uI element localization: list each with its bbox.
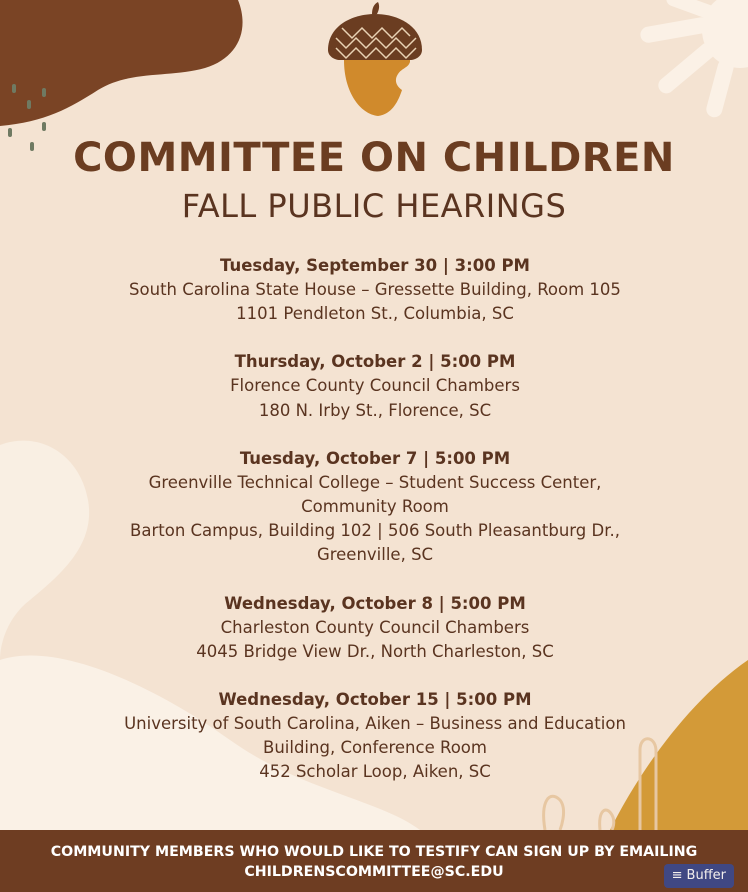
- poster-title: COMMITTEE ON CHILDREN: [73, 135, 675, 181]
- hearing-location: South Carolina State House – Gressette Building, Room 105: [129, 280, 621, 299]
- buffer-label: Buffer: [686, 868, 726, 883]
- hearing-location: Charleston County Council Chambers: [220, 617, 530, 637]
- hearing-item: [60, 254, 690, 326]
- hearing-list: [60, 254, 690, 809]
- hearing-date: Tuesday, October 7 | 5:00 PM: [239, 448, 511, 468]
- hearing-item: [60, 592, 690, 664]
- hearing-address: Barton Campus, Building 102 | 506 South Pleasantburg Dr.,: [130, 521, 620, 541]
- footer-banner: [0, 830, 748, 892]
- hearing-address-city: Greenville, SC: [316, 545, 434, 565]
- hearing-item: [60, 350, 690, 422]
- brown-blob-shape: [0, 0, 243, 126]
- hearing-date: Thursday, October 2 | 5:00 PM: [234, 352, 516, 372]
- buffer-watermark: [664, 864, 734, 888]
- hearing-date: Wednesday, October 15 | 5:00 PM: [218, 690, 532, 710]
- hearing-address: 180 N. Irby St., Florence, SC: [258, 400, 492, 420]
- buffer-stack-icon: ≡: [671, 868, 683, 883]
- acorn-icon: [322, 2, 428, 118]
- hearing-address: 452 Scholar Loop, Aiken, SC: [259, 762, 491, 782]
- hearing-location: University of South Carolina, Aiken – Business and Education: [124, 714, 626, 734]
- hearing-location: Florence County Council Chambers: [230, 376, 520, 396]
- hearing-item: [60, 688, 690, 785]
- hearing-location-room: Building, Conference Room: [263, 738, 487, 758]
- hearing-location: Greenville Technical College – Student Success Center,: [148, 472, 602, 492]
- poster-subtitle: FALL PUBLIC HEARINGS: [181, 187, 567, 225]
- hearing-date: Wednesday, October 8 | 5:00 PM: [224, 593, 526, 613]
- hearing-address: 4045 Bridge View Dr., North Charleston, SC: [196, 641, 554, 661]
- hearing-item: [60, 447, 690, 568]
- hearing-date: Tuesday, September 30 | 3:00 PM: [220, 256, 530, 275]
- sun-shape: [639, 0, 748, 119]
- hearing-location-room: Community Room: [301, 497, 449, 517]
- hearing-address: 1101 Pendleton St., Columbia, SC: [236, 304, 514, 324]
- footer-text-line1: COMMUNITY MEMBERS WHO WOULD LIKE TO TESTIFY CAN SIGN UP BY EMAILING: [50, 844, 698, 860]
- footer-email[interactable]: CHILDRENSCOMMITTEE@SC.EDU: [244, 864, 504, 880]
